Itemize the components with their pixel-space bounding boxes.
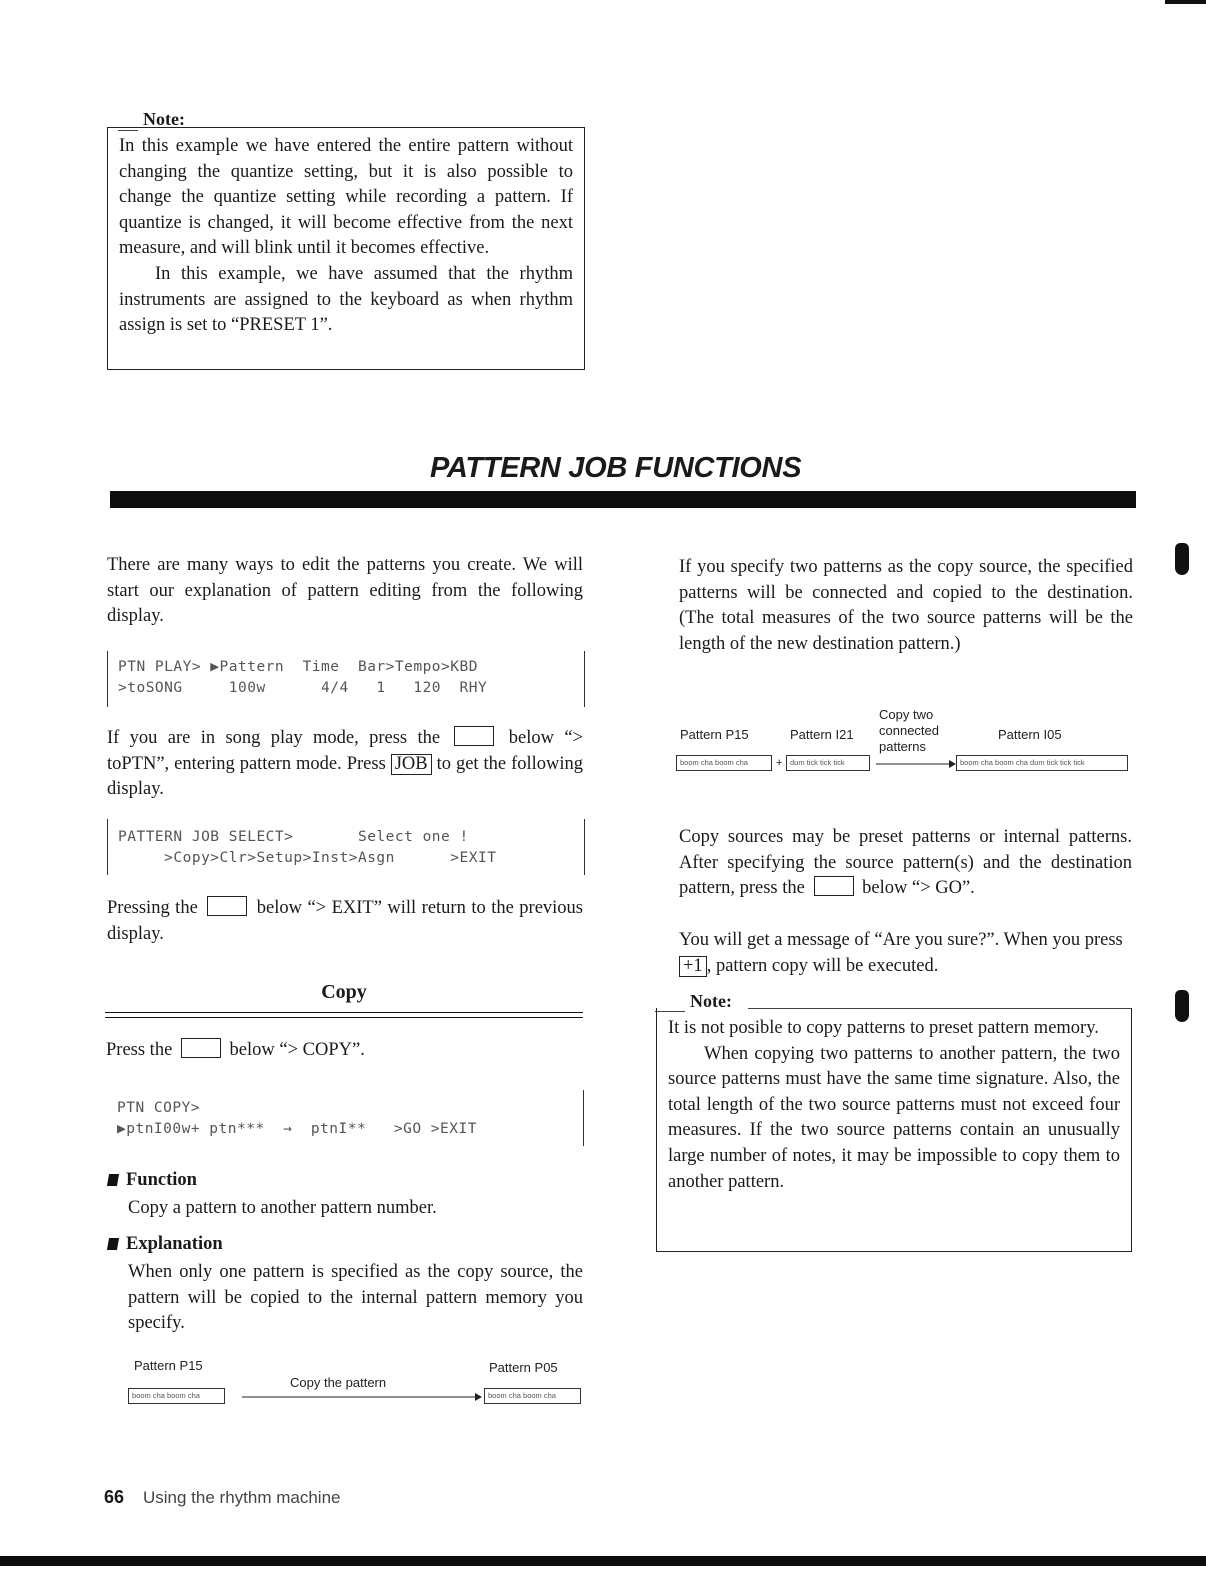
bottom-bar — [0, 1556, 1206, 1566]
note-top-label: Note: — [143, 109, 191, 130]
diagram1-source-box: boom cha boom cha — [128, 1388, 225, 1404]
diagram1-dest-box: boom cha boom cha — [484, 1388, 581, 1404]
lcd2-line1: PATTERN JOB SELECT> Select one ! — [118, 829, 469, 845]
square-bullet-icon — [107, 1238, 119, 1250]
square-bullet-icon — [107, 1174, 119, 1186]
note-right-label: Note: — [690, 991, 738, 1012]
function-heading: Function — [108, 1170, 197, 1191]
copy-sources-pre: Copy sources may be preset patterns or internal patterns. After specifying the source pattern(s) and the destination pattern, press the — [679, 827, 1132, 899]
soft-key-icon — [207, 896, 247, 916]
lcd1-line2: >toSONG 100w 4/4 1 120 RHY — [118, 680, 488, 696]
explanation-heading: Explanation — [108, 1234, 223, 1255]
are-you-sure-post: , pattern copy will be executed. — [706, 955, 939, 976]
lcd-display-copy — [107, 1090, 584, 1146]
diagram2-arrow — [876, 759, 956, 769]
diagram2-arrow-label: Copy two connected patterns — [879, 707, 939, 754]
copy-sources-paragraph — [679, 825, 1132, 902]
soft-key-icon — [454, 726, 494, 746]
song-mode-paragraph — [107, 726, 583, 803]
song-mode-pre: If you are in song play mode, press the — [107, 728, 441, 748]
song-mode-post: to get the following display. — [107, 753, 584, 800]
intro-paragraph: There are many ways to edit the patterns you create. We will start our explanation of pattern editing from the following display. — [107, 555, 583, 627]
diagram1-arrow — [242, 1392, 482, 1402]
plus-one-key: +1 — [679, 956, 707, 977]
diagram2-plus: + — [776, 757, 783, 769]
diagram1-source-label: Pattern P15 — [134, 1358, 203, 1373]
note-top-p2: In this example, we have assumed that the rhythm instruments are assigned to the keyboard as when rhythm assign is set to “PRESET 1”. — [119, 263, 573, 336]
corner-mark — [1165, 0, 1206, 4]
margin-mark — [1175, 990, 1189, 1022]
margin-mark — [1175, 543, 1189, 575]
diagram1-arrow-label: Copy the pattern — [290, 1375, 387, 1390]
title-bar — [110, 491, 1136, 508]
pressing-post: below “> EXIT” will return to the previous display. — [107, 898, 583, 944]
job-key: JOB — [391, 754, 432, 775]
soft-key-icon — [814, 876, 854, 896]
copy-heading: Copy — [321, 981, 367, 1003]
diagram2-label-b: Pattern I21 — [790, 727, 854, 742]
press-copy-paragraph — [106, 1038, 582, 1064]
press-copy-post: below “> COPY”. — [229, 1040, 365, 1060]
diagram2-box-c: boom cha boom cha dum tick tick tick — [956, 755, 1128, 771]
are-you-sure-paragraph — [679, 928, 1132, 979]
diagram2-label-c: Pattern I05 — [998, 727, 1062, 742]
page-title: PATTERN JOB FUNCTIONS — [430, 452, 802, 484]
page-number: 66 — [104, 1487, 125, 1507]
diagram2-box-b: dum tick tick tick — [786, 755, 870, 771]
diagram2-box-a: boom cha boom cha — [676, 755, 772, 771]
lcd3-line1: PTN COPY> — [117, 1100, 201, 1116]
copy-heading-rule — [105, 1012, 583, 1018]
lcd1-line1: PTN PLAY> ▶Pattern Time Bar>Tempo>KBD — [118, 659, 478, 675]
soft-key-icon — [181, 1038, 221, 1058]
press-copy-pre: Press the — [106, 1040, 173, 1060]
lcd3-line2: ▶ptnI00w+ ptn*** → ptnI** >GO >EXIT — [117, 1121, 477, 1137]
note-right-box — [656, 1008, 1132, 1252]
song-mode-mid: below “> toPTN”, entering pattern mode. Press — [107, 728, 583, 774]
note-top-p1: In this example we have entered the entire pattern without changing the quantize setting, but it is also possible to change the quantize setting while recording a pattern. If quantize is changed, it will become effective from the next measure, and will blink until it becomes effective. — [119, 136, 573, 259]
diagram2-label-a: Pattern P15 — [680, 727, 749, 742]
two-patterns-paragraph: If you specify two patterns as the copy source, the specified patterns will be connected and copied to the destination. (The total measures of the two source patterns will be the length of the new destination pattern.) — [679, 557, 1133, 654]
pressing-pre: Pressing the — [107, 898, 198, 918]
note-right-p2: When copying two patterns to another pattern, the two source patterns must have the same time signature. Also, the total length of the two source patterns must not exceed four measures. If the two source patterns contain an unusually large number of notes, it may be impossible to copy them to another pattern. — [668, 1043, 1120, 1192]
note-top-box — [107, 127, 585, 370]
function-text: Copy a pattern to another pattern number. — [128, 1198, 437, 1218]
lcd2-line2: >Copy>Clr>Setup>Inst>Asgn >EXIT — [118, 850, 497, 866]
explanation-text: When only one pattern is specified as the copy source, the pattern will be copied to the internal pattern memory you specify. — [128, 1262, 583, 1334]
note-right-p1: It is not posible to copy patterns to preset pattern memory. — [668, 1018, 1099, 1038]
footer-section: Using the rhythm machine — [143, 1488, 341, 1507]
copy-sources-post: below “> GO”. — [862, 878, 975, 899]
lcd-display-job-select — [107, 819, 585, 875]
are-you-sure-pre: You will get a message of “Are you sure?”. When you press — [679, 930, 1123, 950]
pressing-paragraph — [107, 896, 583, 947]
diagram1-dest-label: Pattern P05 — [489, 1360, 558, 1375]
lcd-display-play — [107, 651, 585, 707]
